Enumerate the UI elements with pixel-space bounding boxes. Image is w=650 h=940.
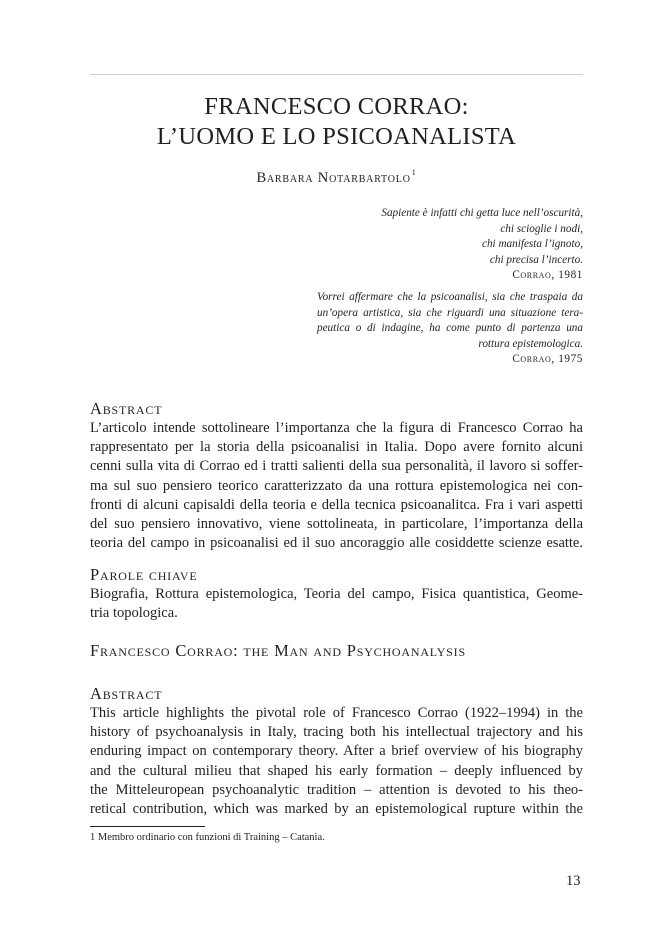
abstract-en-line: retical contribution, which was marked by an epistemological rupture within the — [90, 801, 583, 818]
author-footnote-mark: 1 — [411, 168, 417, 177]
epigraph-2-line: peutica o di indagine, ha come punto di partenza una — [317, 322, 583, 334]
abstract-en-line: enduring impact on contemporary theory. After a brief overview of his biography — [90, 743, 583, 760]
epigraph-1-line: chi scioglie i nodi, — [500, 222, 583, 235]
abstract-it-line: ma sul suo pensiero teorico caratterizzato da una rottura epistemologica nei con- — [90, 477, 583, 494]
abstract-it-line: teoria del campo in psicoanalisi ed il suo ancoraggio alle cosiddette scienze esatte. — [90, 535, 583, 552]
abstract-en-body — [90, 704, 583, 819]
footnote: 1 Membro ordinario con funzioni di Training – Catania. — [90, 832, 325, 843]
abstract-it-line: cenni sulla vita di Corrao ed i tratti salienti della sua personalità, il lavoro si soffer- — [90, 458, 583, 475]
english-title: Francesco Corrao: the Man and Psychoanalysis — [90, 641, 466, 660]
epigraph-1-line: Sapiente è infatti chi getta luce nell’oscurità, — [381, 207, 583, 219]
epigraph-1-line: chi precisa l’incerto. — [489, 253, 583, 266]
title-line-1: FRANCESCO CORRAO: — [204, 93, 469, 120]
abstract-en-line: the Mitteleuropean psychoanalytic tradition – attention is devoted to his theo- — [90, 781, 583, 798]
keywords-heading: Parole chiave — [90, 565, 198, 584]
epigraph-2-line: rottura epistemologica. — [478, 337, 583, 350]
abstract-en-heading: Abstract — [90, 684, 163, 703]
footnote-separator — [90, 826, 205, 827]
epigraph-1 — [323, 206, 583, 284]
title-line-2: L’UOMO E LO PSICOANALISTA — [156, 123, 517, 150]
epigraph-2-line: un’opera artistica, sia che riguardi una situazione tera- — [317, 306, 583, 319]
abstract-it-line: L’articolo intende sottolineare l’importanza che la figura di Francesco Corrao ha — [90, 420, 583, 436]
epigraph-2-line: Vorrei affermare che la psicoanalisi, sia che traspaia da — [317, 291, 583, 303]
keywords-line: tria topologica. — [90, 605, 178, 622]
abstract-it-body — [90, 419, 583, 553]
abstract-it-heading: Abstract — [90, 399, 163, 418]
author-name — [90, 168, 583, 187]
abstract-it-line: rappresentato per la storia della psicoanalisi in Italia. Dopo avere fornito alcuni — [90, 439, 583, 456]
abstract-en-line: This article highlights the pivotal role of Francesco Corrao (1922–1994) in the — [90, 705, 583, 721]
page-number: 13 — [566, 873, 581, 889]
epigraph-1-line: chi manifesta l’ignoto, — [482, 238, 583, 250]
author-name-text: Barbara Notarbartolo — [256, 170, 411, 186]
keywords-line: Biografia, Rottura epistemologica, Teoria del campo, Fisica quantistica, Geome- — [90, 586, 583, 602]
epigraph-2 — [317, 290, 583, 368]
abstract-it-line: fronti di alcuni capisaldi della teoria e della tecnica psicoanalitca. Fra i vari aspetti — [90, 496, 583, 513]
keywords-body — [90, 585, 583, 623]
epigraph-2-source: Corrao, 1975 — [512, 353, 583, 365]
abstract-en-line: history of psychoanalysis in Italy, tracing both his intellectual trajectory and his — [90, 724, 583, 741]
article-title — [90, 92, 583, 152]
abstract-en-line: and the cultural milieu that shaped his early formation – deeply influenced by — [90, 762, 583, 779]
abstract-it-line: del suo pensiero innovativo, viene sottolineata, in particolare, l’importanza della — [90, 516, 583, 533]
epigraph-1-source: Corrao, 1981 — [512, 269, 583, 281]
header-rule — [90, 74, 583, 75]
